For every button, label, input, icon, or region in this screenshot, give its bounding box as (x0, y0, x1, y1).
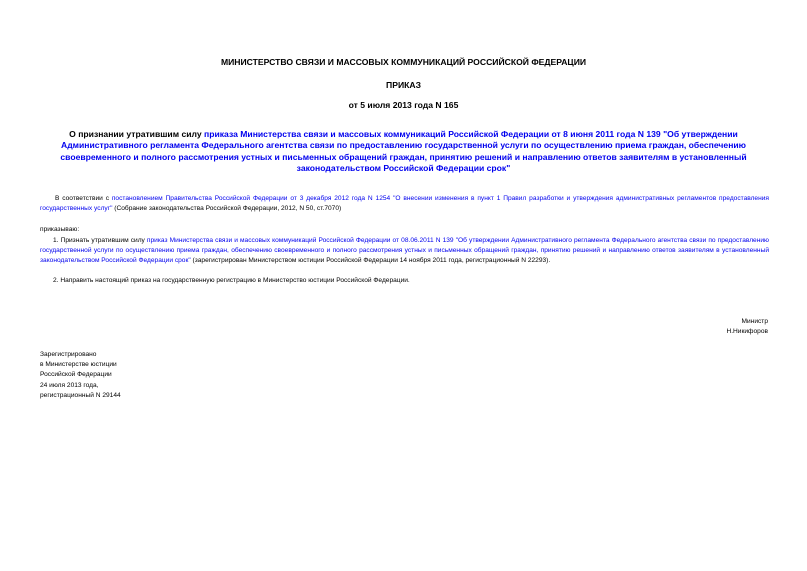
document-title (40, 129, 767, 175)
signature-name: Н.Никифоров (726, 328, 768, 336)
item-2-paragraph: 2. Направить настоящий приказ на государственную регистрацию в Министерство юстиции Российской Федерации. (53, 277, 410, 284)
signature-block (726, 317, 768, 337)
order-word: приказываю: (40, 226, 80, 233)
preamble-prefix: В соответствии с (55, 195, 112, 202)
preamble-paragraph (40, 194, 769, 214)
registration-line-2: в Министерстве юстиции (40, 361, 117, 369)
item-1-link[interactable]: приказ Министерства связи и массовых коммуникаций Российской Федерации от 08.06.2011 N 139 "Об утверждении Административного регламента Федерального агентства связи по предоставлению государственной услуги по осуществлению приема граждан, обеспечению своевременного и полного рассмотрения устных и письменных обращений граждан, принятию решений и направлению ответов заявителям в установленный законодательством Российской Федерации срок" (40, 237, 769, 265)
signature-position: Министр (741, 318, 768, 325)
item-1-paragraph (40, 236, 769, 267)
title-prefix: О признании утратившим силу (69, 129, 205, 139)
document-type: ПРИКАЗ (386, 80, 421, 90)
registration-line-5: регистрационный N 29144 (40, 391, 121, 399)
title-link[interactable]: приказа Министерства связи и массовых коммуникаций Российской Федерации от 8 июня 2011 года N 139 "Об утверждении Административного регламента Федерального агентства связи по предоставлению государственной услуги по осуществлению приема граждан, обеспечению своевременного и полного рассмотрения устных и письменных обращений граждан, принятию решений и направлению ответов заявителям в установленный законодательством Российской Федерации срок" (60, 129, 747, 174)
document-date-number: от 5 июля 2013 года N 165 (348, 100, 459, 110)
item-1-suffix: (зарегистрирован Министерством юстиции Российской Федерации 14 ноября 2011 года, регистрационный N 22293). (190, 257, 551, 265)
item-1-prefix: 1. Признать утратившим силу (53, 237, 147, 244)
registration-line-4: 24 июля 2013 года, (40, 381, 99, 389)
preamble-suffix: (Собрание законодательства Российской Федерации, 2012, N 50, ст.7070) (112, 205, 342, 213)
registration-line-3: Российской Федерации (40, 371, 112, 379)
registration-line-1: Зарегистрировано (40, 351, 97, 358)
preamble-link[interactable]: постановлением Правительства Российской Федерации от 3 декабря 2012 года N 1254 "О внесении изменения в пункт 1 Правил разработки и утверждения административных регламентов предоставления государственных услуг" (40, 195, 769, 213)
registration-block (40, 350, 121, 401)
ministry-heading: МИНИСТЕРСТВО СВЯЗИ И МАССОВЫХ КОММУНИКАЦИЙ РОССИЙСКОЙ ФЕДЕРАЦИИ (220, 57, 587, 67)
